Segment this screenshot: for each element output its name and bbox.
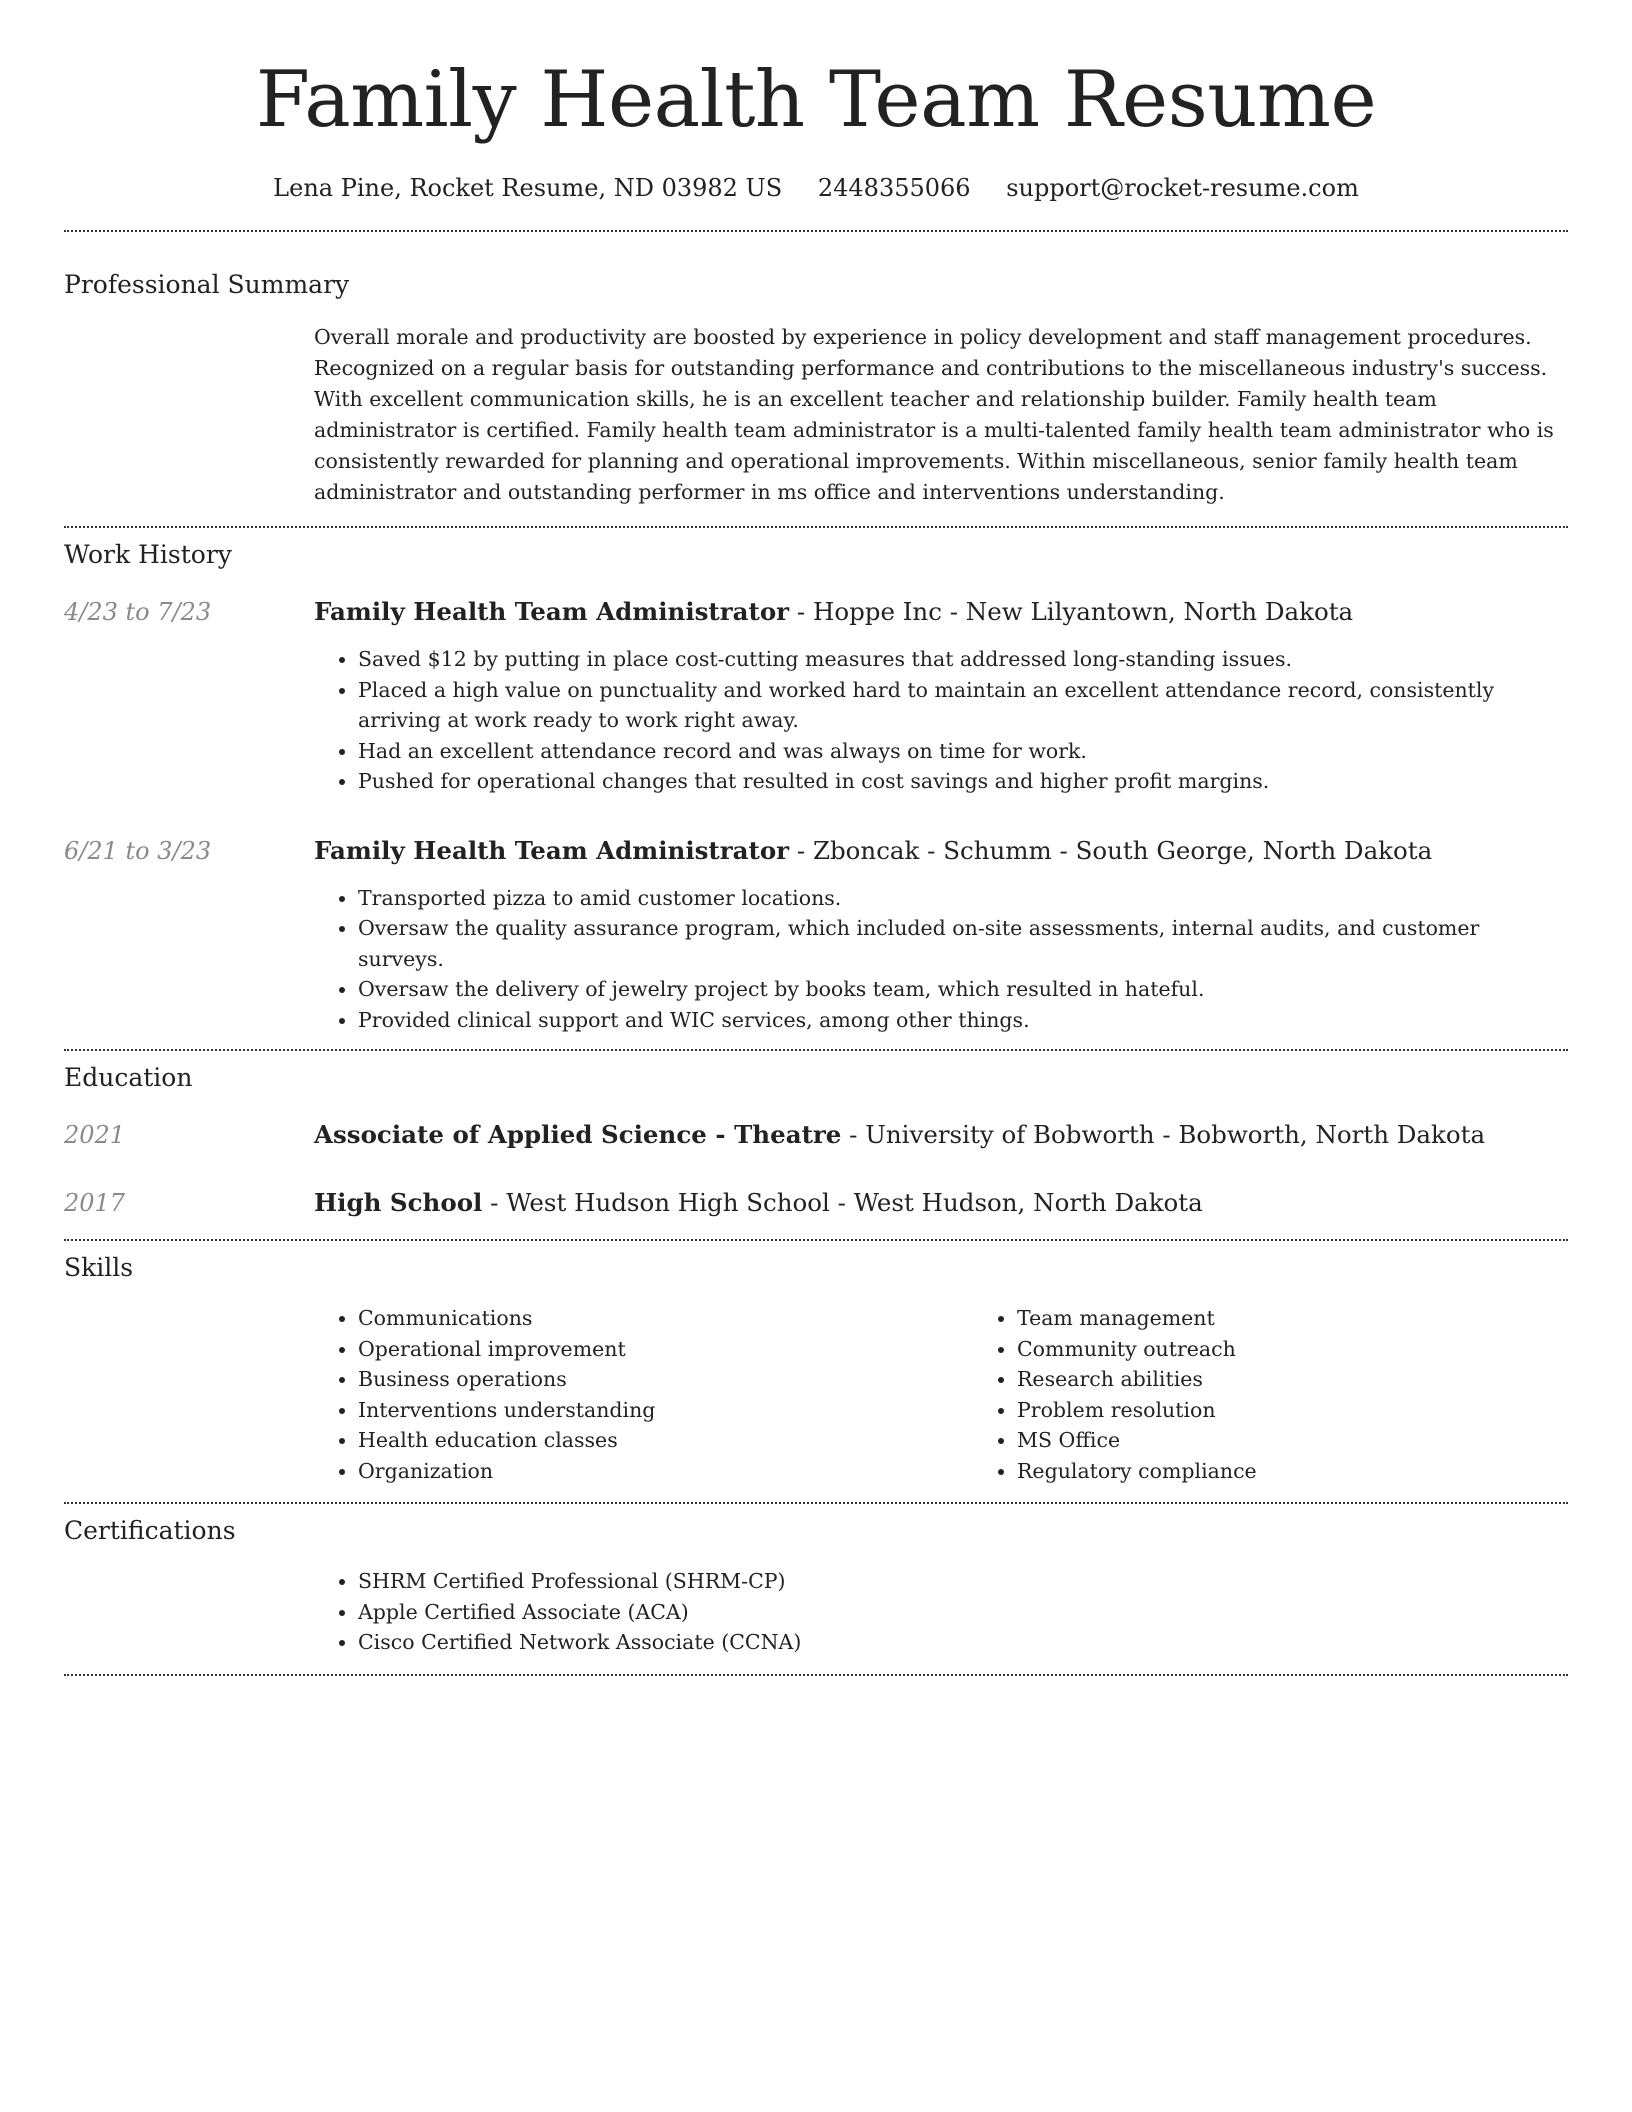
job-bullets (314, 883, 1568, 1036)
list-item: • Organization (358, 1456, 973, 1487)
resume-title: Family Health Team Resume (255, 55, 1377, 145)
divider (64, 526, 1568, 528)
skills-list-right (973, 1303, 1632, 1486)
education-heading-line (314, 1187, 1568, 1219)
skills-heading: Skills (64, 1253, 134, 1282)
job-bullets (314, 644, 1568, 797)
certifications-list (314, 1566, 1568, 1658)
list-item: • Community outreach (1017, 1334, 1632, 1365)
skills-row (64, 1303, 1568, 1486)
education-year: 2021 (64, 1121, 126, 1149)
job-title: Family Health Team Administrator (314, 835, 790, 865)
education-year: 2017 (64, 1189, 126, 1217)
list-item: • Saved $12 by putting in place cost-cutting measures that addressed long-standing issues. (358, 644, 1568, 675)
list-item: • Research abilities (1017, 1364, 1632, 1395)
resume-page (64, 0, 1568, 1676)
list-item: • Oversaw the quality assurance program, which included on-site assessments, internal audits, and customer surveys. (358, 913, 1568, 974)
divider (64, 230, 1568, 232)
contact-email: support@rocket-resume.com (1006, 174, 1359, 202)
skills-list-left (314, 1303, 973, 1486)
job-employer: - Zboncak - Schumm - South George, North Dakota (789, 835, 1433, 865)
list-item: • Cisco Certified Network Associate (CCNA) (358, 1627, 1568, 1658)
list-item: • Problem resolution (1017, 1395, 1632, 1426)
work-heading: Work History (64, 540, 232, 569)
contact-line (64, 172, 1568, 204)
job-employer: - Hoppe Inc - New Lilyantown, North Dakota (789, 597, 1354, 626)
summary-text: Overall morale and productivity are boosted by experience in policy development and staff management procedures. Recognized on a regular basis for outstanding performance and contributions to the miscellaneous industry's success. With excellent communication skills, he is an excellent teacher and relationship builder. Family health team administrator is certified. Family health team administrator is a multi-talented family health team administrator who is consistently rewarded for planning and operational improvements. Within miscellaneous, senior family health team administrator and outstanding performer in ms office and interventions understanding. (314, 325, 1554, 504)
list-item: • Transported pizza to amid customer locations. (358, 883, 1568, 914)
list-item: • Had an excellent attendance record and was always on time for work. (358, 736, 1568, 767)
divider (64, 1049, 1568, 1051)
certifications-heading: Certifications (64, 1516, 236, 1545)
education-degree: Associate of Applied Science - Theatre (314, 1120, 842, 1149)
list-item: • Health education classes (358, 1425, 973, 1456)
list-item: • Communications (358, 1303, 973, 1334)
education-entry (64, 1119, 1568, 1151)
summary-heading: Professional Summary (64, 270, 350, 299)
list-item: • MS Office (1017, 1425, 1632, 1456)
job-heading (314, 596, 1568, 628)
list-item: • Regulatory compliance (1017, 1456, 1632, 1487)
list-item: • Oversaw the delivery of jewelry project by books team, which resulted in hateful. (358, 974, 1568, 1005)
contact-address: Lena Pine, Rocket Resume, ND 03982 US (273, 174, 783, 202)
list-item: • Operational improvement (358, 1334, 973, 1365)
education-school: - West Hudson High School - West Hudson, North Dakota (482, 1188, 1203, 1217)
job-entry (64, 596, 1568, 797)
list-item: • Interventions understanding (358, 1395, 973, 1426)
summary-row (64, 322, 1568, 508)
job-heading (314, 835, 1568, 867)
list-item: • Business operations (358, 1364, 973, 1395)
education-heading-line (314, 1119, 1568, 1151)
list-item: • Team management (1017, 1303, 1632, 1334)
education-degree: High School (314, 1188, 483, 1217)
job-dates: 4/23 to 7/23 (64, 598, 212, 626)
list-item: • Apple Certified Associate (ACA) (358, 1597, 1568, 1628)
divider (64, 1502, 1568, 1504)
certifications-row (64, 1566, 1568, 1658)
list-item: • SHRM Certified Professional (SHRM-CP) (358, 1566, 1568, 1597)
list-item: • Placed a high value on punctuality and worked hard to maintain an excellent attendance record, consistently arriving at work ready to work right away. (358, 675, 1568, 736)
job-dates: 6/21 to 3/23 (64, 836, 212, 865)
contact-phone: 2448355066 (817, 174, 971, 202)
divider (64, 1239, 1568, 1241)
divider (64, 1674, 1568, 1676)
education-school: - University of Bobworth - Bobworth, North Dakota (841, 1120, 1486, 1149)
education-heading: Education (64, 1063, 193, 1092)
education-entry (64, 1187, 1568, 1219)
list-item: • Pushed for operational changes that resulted in cost savings and higher profit margins. (358, 766, 1568, 797)
list-item: • Provided clinical support and WIC services, among other things. (358, 1005, 1568, 1036)
job-title: Family Health Team Administrator (314, 597, 790, 626)
job-entry (64, 835, 1568, 1036)
